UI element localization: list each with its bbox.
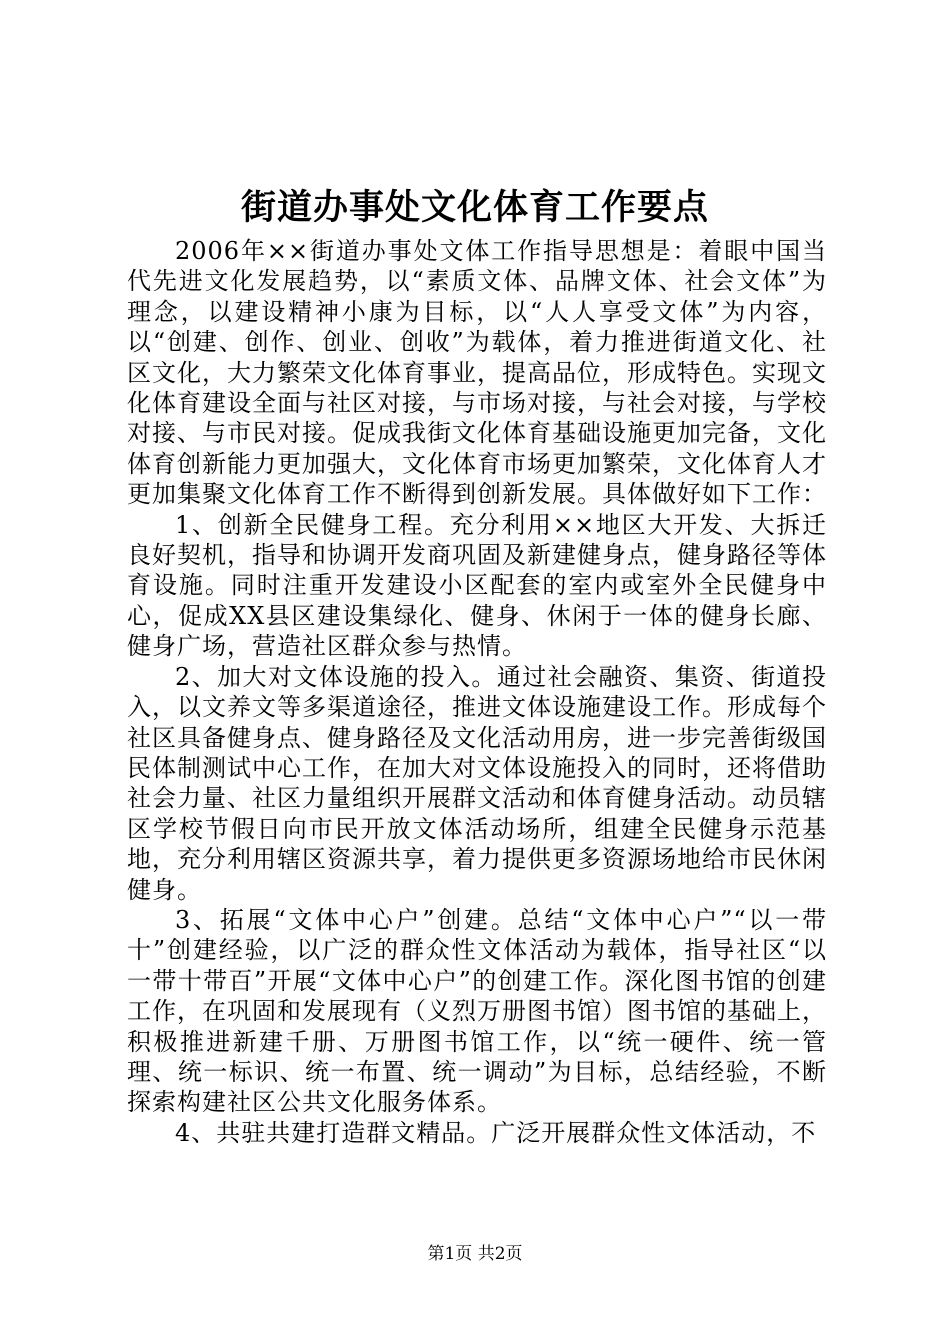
paragraph-item-2: 2、加大对文体设施的投入。通过社会融资、集资、街道投入，以文养文等多渠道途径，推进文体设施建设工作。形成每个社区具备健身点、健身路径及文化活动用房，进一步完善街级国民体制测试中心工作，在加大对文体设施投入的同时，还将借助社会力量、社区力量组织开展群文活动和体育健身活动。动员辖区学校节假日向市民开放文体活动场所，组建全民健身示范基地，充分利用辖区资源共享，着力提供更多资源场地给市民休闲健身。: [127, 662, 827, 904]
paragraph-intro: 2006年××街道办事处文体工作指导思想是：着眼中国当代先进文化发展趋势，以“素质文体、品牌文体、社会文体”为理念，以建设精神小康为目标，以“人人享受文体”为内容，以“创建、创作、创业、创收”为载体，着力推进街道文化、社区文化，大力繁荣文化体育事业，提高品位，形成特色。实现文化体育建设全面与社区对接，与市场对接，与社会对接，与学校对接、与市民对接。促成我街文化体育基础设施更加完备，文化体育创新能力更加强大，文化体育市场更加繁荣，文化体育人才更加集聚文化体育工作不断得到创新发展。具体做好如下工作：: [127, 237, 827, 509]
document-body: [127, 236, 827, 1148]
document-title: 街道办事处文化体育工作要点: [240, 187, 709, 228]
page-footer: 第1页 共2页: [427, 1244, 523, 1264]
paragraph-item-4: 4、共驻共建打造群文精品。广泛开展群众性文体活动，不: [175, 1118, 817, 1147]
paragraph-item-3: 3、拓展“文体中心户”创建。总结“文体中心户”“以一带十”创建经验，以广泛的群众性文体活动为载体，指导社区“以一带十带百”开展“文体中心户”的创建工作。深化图书馆的创建工作，在巩固和发展现有（义烈万册图书馆）图书馆的基础上，积极推进新建千册、万册图书馆工作，以“统一硬件、统一管理、统一标识、统一布置、统一调动”为目标，总结经验，不断探索构建社区公共文化服务体系。: [127, 905, 827, 1117]
paragraph-item-1: 1、创新全民健身工程。充分利用××地区大开发、大拆迁良好契机，指导和协调开发商巩固及新建健身点，健身路径等体育设施。同时注重开发建设小区配套的室内或室外全民健身中心，促成XX县区建设集绿化、健身、休闲于一体的健身长廊、健身广场，营造社区群众参与热情。: [127, 510, 827, 661]
